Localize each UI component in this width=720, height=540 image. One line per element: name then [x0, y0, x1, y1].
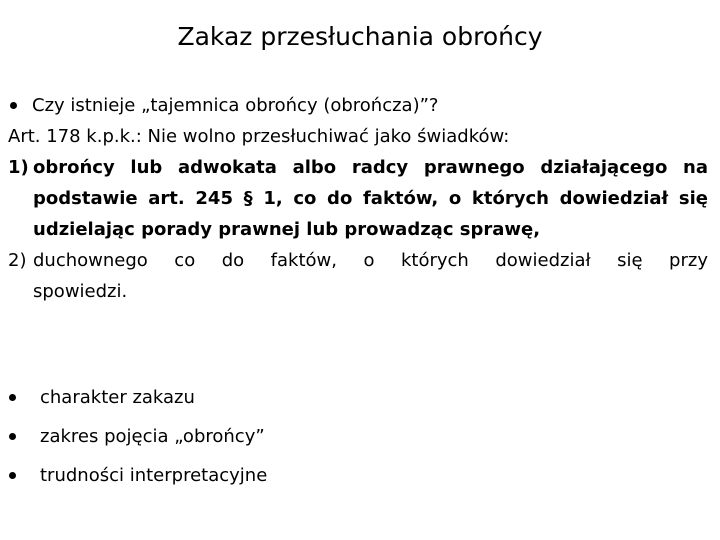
bullet-icon — [9, 472, 16, 479]
article-intro: Art. 178 k.p.k.: Nie wolno przesłuchiwać jako świadków: — [8, 126, 510, 147]
slide-body — [8, 90, 708, 307]
question-line — [8, 90, 708, 121]
item-rest: podstawie art. 245 § 1, co do faktów, o których dowiedział się udzielając porady prawnej lub prowadząc sprawę, — [33, 188, 708, 240]
item-number: 1) — [8, 157, 29, 178]
bullet-icon — [9, 433, 16, 440]
bullet-icon — [10, 102, 17, 109]
list-item — [8, 378, 267, 417]
bullet-list — [8, 378, 267, 495]
item-first-line: obrońcy lub adwokata albo radcy prawnego działającego na — [33, 157, 708, 178]
bullet-text: trudności interpretacyjne — [40, 465, 268, 486]
item-first-line: duchownego co do faktów, o których dowiedział się przy — [33, 250, 708, 271]
slide-title: Zakaz przesłuchania obrońcy — [177, 22, 543, 51]
bullet-text: charakter zakazu — [40, 387, 195, 408]
bullet-icon — [9, 394, 16, 401]
list-item — [8, 417, 267, 456]
item-number: 2) — [8, 250, 27, 271]
list-item-1 — [8, 152, 708, 245]
bullet-text: zakres pojęcia „obrońcy” — [40, 426, 265, 447]
list-item — [8, 456, 267, 495]
item-rest: spowiedzi. — [33, 281, 128, 302]
list-item-2 — [8, 245, 708, 307]
question-text: Czy istnieje „tajemnica obrońcy (obrończa)”? — [32, 95, 439, 116]
